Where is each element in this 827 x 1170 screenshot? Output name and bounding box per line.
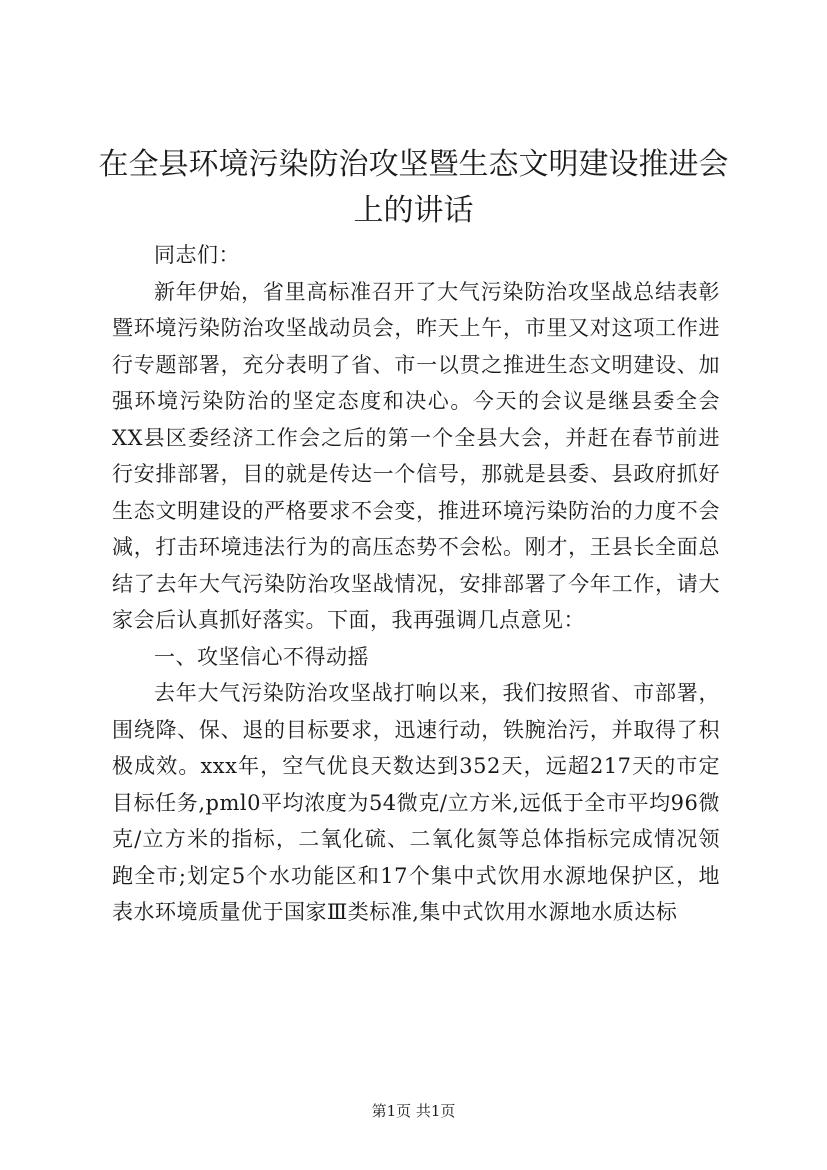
salutation: 同志们： [154, 243, 240, 267]
section-heading: 一、攻坚信心不得动摇 [154, 644, 369, 669]
paragraph-intro: 新年伊始，省里高标准召开了大气污染防治攻坚战总结表彰暨环境污染防治攻坚战动员会，昨天上午，市里又对这项工作进行专题部署，充分表明了省、市一以贯之推进生态文明建设、加强环境污染防治的坚定态度和决心。今天的会议是继县委全会XX县区委经济工作会之后的第一个全县大会，并赶在春节前进行安排部署，目的就是传达一个信号，那就是县委、县政府抓好生态文明建设的严格要求不会变，推进环境污染防治的力度不会减，打击环境违法行为的高压态势不会松。刚才，王县长全面总结了去年大气污染防治攻坚战情况，安排部署了今年工作，请大家会后认真抓好落实。下面，我再强调几点意见： [112, 279, 720, 632]
paragraph-section-1: 去年大气污染防治攻坚战打响以来，我们按照省、市部署，围绕降、保、退的目标要求，迅速行动，铁腕治污，并取得了积极成效。xxx年，空气优良天数达到352天，远超217天的市定目标任务,pml0平均浓度为54微克/立方米,远低于全市平均96微克/立方米的指标，二氧化硫、二氧化氮等总体指标完成情况领跑全市;划定5个水功能区和17个集中式饮用水源地保护区，地表水环境质量优于国家Ⅲ类标准,集中式饮用水源地水质达标 [112, 681, 720, 924]
document-body [112, 237, 720, 931]
document-title: 在全县环境污染防治攻坚暨生态文明建设推进会上的讲话 [98, 147, 729, 228]
page-footer: 第1页 共1页 [371, 1102, 456, 1120]
